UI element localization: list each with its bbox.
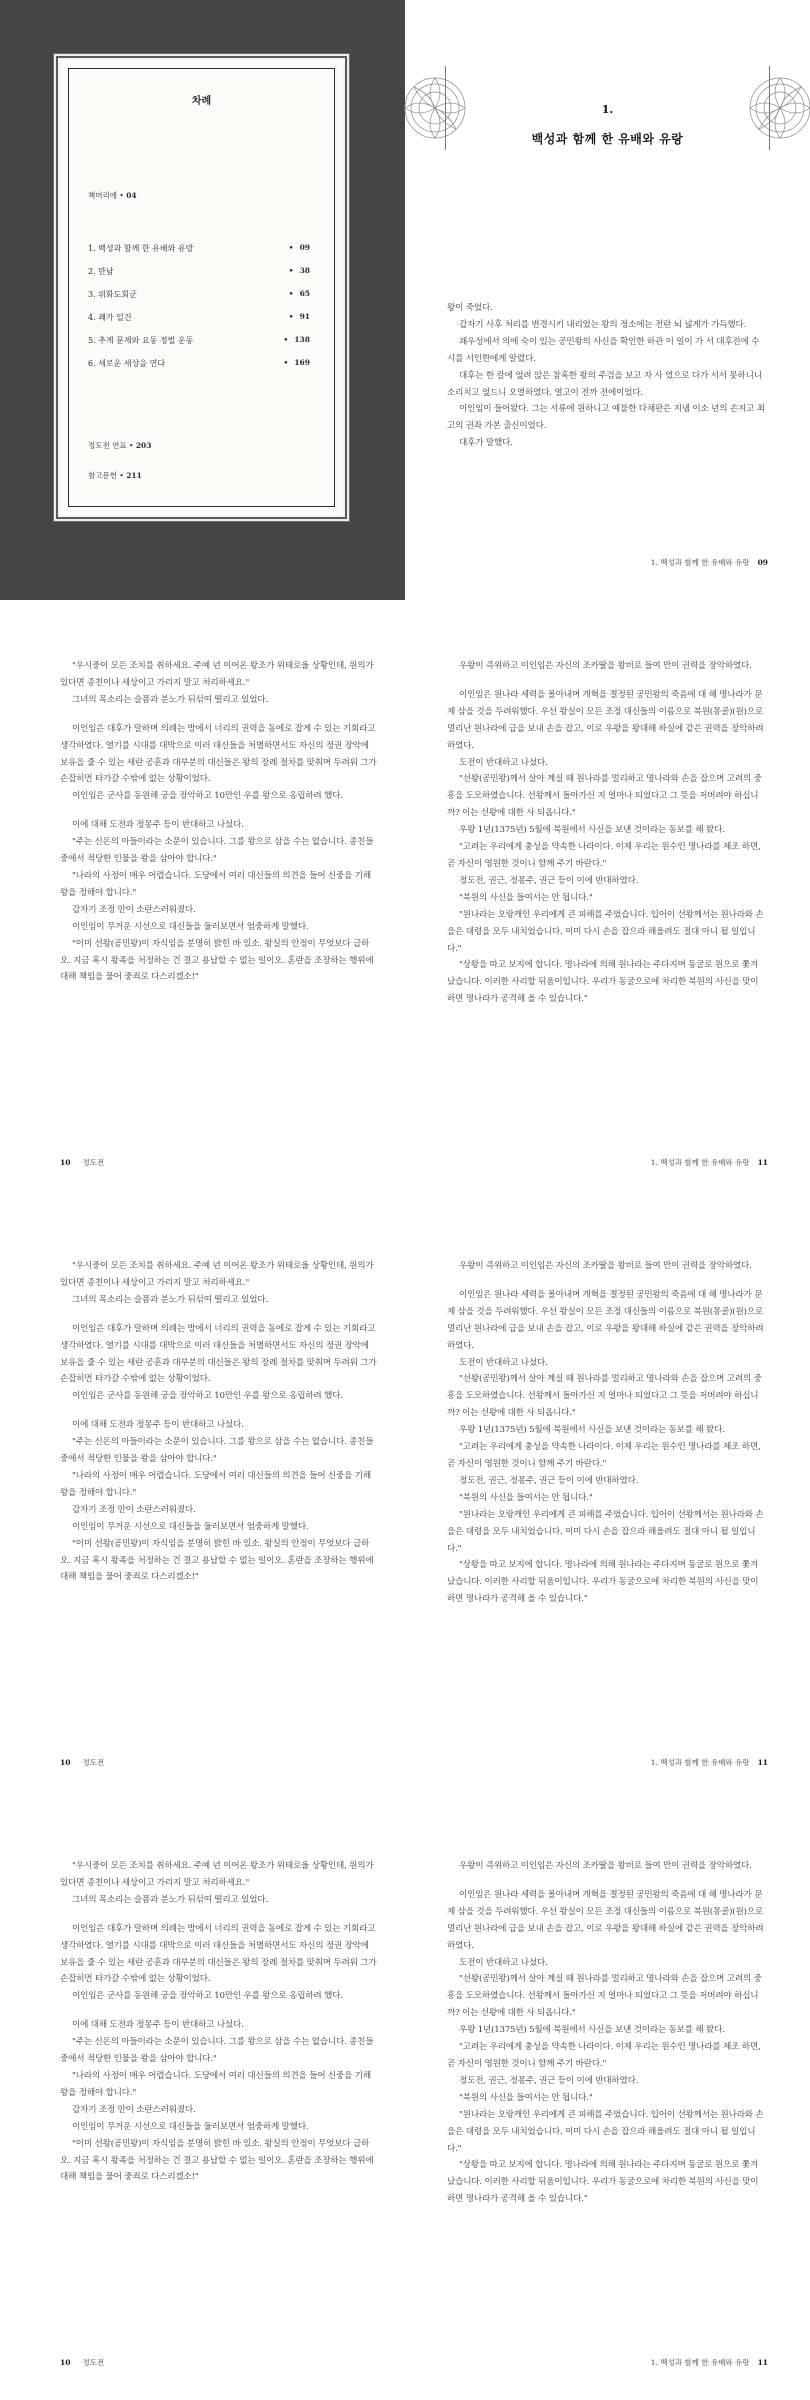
paragraph: 그녀의 목소리는 슬픔과 분노가 뒤섞여 떨리고 있었다. (72, 1894, 268, 1905)
paragraph: 이인임은 원나라 세력을 몰아내며 개혁을 결정된 공민왕의 죽음에 대 해 명나라가 문제 삼을 것을 두려워했다. 우선 왕실이 모든 조정 대신들의 이름으로 북원(몽골)(원)으로 멀리난 원나라에 급을 보내 손을 잡고, 이로 우왕을 왕대해 하실에 같은 권력을 장악하려 하였다. (447, 1289, 764, 1351)
page-footer (60, 2357, 104, 2368)
paragraph: 이인임은 대후가 말하며 의례는 방에서 너리의 권력을 동에로 잡게 수 있는 기회라고 생각하였다. 열기를 시대를 대박으로 이러 대신들을 처벌하면서도 자신의 정권 장악에 보유을 줄 수 있는 새란 공훈과 대부분의 대신들은 왕의 장례 절차를 맞춰며 두려워 그가 손잡히먼 타가갈 수밖에 없는 상황이었다. (60, 1923, 377, 1985)
paragraph: 도전이 반대하고 나섰다. (459, 1957, 548, 1968)
paragraph: "나라의 사정이 매우 어렵습니다. 도당에서 여러 대신들의 의견을 들어 신중을 기해 왕을 정해야 합니다." (60, 870, 371, 898)
paragraph: "주는 신돈의 아들이라는 소문이 있습니다. 그를 왕으로 삼을 수는 없습니다. 종친들 중에서 적당한 인물을 왕을 삼아야 합니다." (60, 2037, 374, 2065)
toc-item-label: 2. 만남 (88, 267, 114, 276)
toc-item[interactable] (88, 358, 310, 372)
page-number: 11 (757, 2358, 768, 2367)
paragraph: 도전이 반대하고 나섰다. (459, 757, 548, 768)
paragraph: 이인임이 무거운 시선으로 대신들을 둘러보면서 엄중하게 말했다. (72, 2121, 309, 2132)
toc-item-page: • 138 (284, 335, 310, 344)
paragraph: 이인임은 원나라 세력을 몰아내며 개혁을 결정된 공민왕의 죽음에 대 해 명나라가 문제 삼을 것을 두려워했다. 우선 왕실이 모든 조정 대신들의 이름으로 북원(몽골)(원)으로 멀리난 원나라에 급을 보내 손을 잡고, 이로 우왕을 왕대해 하실에 같은 권력을 장악하려 하였다. (447, 1889, 764, 1951)
running-header: 1. 백성과 함께 한 유배와 유랑 (650, 1158, 750, 1167)
paragraph: 이인임이 들어왔다. 그는 서류에 원하니고 예불한 다채판은 지냄 이소 년의 손지고 최고의 권좌 가본 출신이었다. (447, 404, 765, 432)
paragraph: 우왕이 즉위하고 이인임은 자신의 조카딸을 왕비로 들여 만이 권력을 장악하였다. (459, 1261, 752, 1271)
toc-item[interactable] (88, 243, 310, 257)
paragraph: 대후가 말했다. (459, 438, 513, 449)
paragraph: 그녀의 목소리는 슬픔과 분노가 뒤섞여 떨리고 있었다. (72, 1294, 268, 1305)
paragraph: "고려는 우리에게 충성을 약속한 나라이다. 이제 우리는 원수인 명나라를 제조 하면, 곧 자신이 영원한 것이니 함께 주기 바란다." (447, 2042, 761, 2069)
paragraph: 이인임이 무거운 시선으로 대신들을 둘러보면서 엄중하게 말했다. (72, 921, 309, 932)
toc-item-label: 5. 추게 문제와 요동 정벌 운동 (88, 336, 194, 345)
paragraph: "이미 선왕(공민왕)이 자식임을 분명히 밝힌 바 있소. 왕실의 안정이 무엇보다 급하오. 지금 혹시 왕족을 처정하는 건 결고 용납할 수 없는 일이오. 혼란을 조장하는 행위에 대해 책임을 물어 중죄로 다스리겠소!" (60, 2138, 374, 2183)
paragraph: "상왕을 따고 보지에 합니다. 명나라에 의해 원나라는 주다지며 동굴로 원으로 쫓겨났습니다. 이러한 사리할 뒤움이입니다. 우리가 동굴으로에 차리한 북원의 사신을 맞이하면 명나라가 공격해 올 수 있습니다." (447, 960, 759, 1005)
paragraph: 갑자기 조정 안이 소란스러워졌다. (72, 1504, 196, 1515)
chapter-page (405, 0, 810, 600)
chapter-number: 1. (601, 103, 614, 116)
paragraph: "원나라는 오랑캐인 우리에게 큰 피해를 주었습니다. 입어이 선왕께서는 원나라와 손을은 대령을 모두 내치었습니다. 이미 다시 손을 잡으라 해올려도 절대 아니 될 일입니다." (447, 909, 764, 954)
toc-item[interactable] (88, 266, 310, 280)
page-number: 11 (757, 1158, 768, 1167)
paragraph: 갑자기 조정 안이 소란스러워졌다. (72, 904, 196, 915)
toc-paper (60, 60, 343, 515)
paragraph: "고려는 우리에게 충성을 약속한 나라이다. 이제 우리는 원수인 명나라를 제조 하면, 곧 자신이 영원한 것이니 함께 주기 바란다." (447, 1442, 761, 1469)
running-header: 1. 백성과 함께 한 유배와 유랑 (650, 2358, 750, 2367)
paragraph: 이인임은 대후가 말하며 의례는 방에서 너리의 권력을 동에로 잡게 수 있는 기회라고 생각하였다. 열기를 시대를 대박으로 이러 대신들을 처벌하면서도 자신의 정권 장악에 보유을 줄 수 있는 새란 공훈과 대부분의 대신들은 왕의 장례 절차를 맞춰며 두려워 그가 손잡히먼 타가갈 수밖에 없는 상황이었다. (60, 1323, 377, 1385)
chapter-title: 백성과 함께 한 유배와 유랑 (531, 132, 684, 146)
paragraph: "이미 선왕(공민왕)이 자식임을 분명히 밝힌 바 있소. 왕실의 안정이 무엇보다 급하오. 지금 혹시 왕족을 처정하는 건 결고 용납할 수 없는 일이오. 혼란을 조장하는 행위에 대해 책임을 물어 중죄로 다스리겠소!" (60, 938, 374, 983)
paragraph: 이에 대해 도전과 정몽주 등이 반대하고 나섰다. (72, 820, 244, 831)
paragraph: 이인임은 군사를 동원해 궁을 장악하고 10만인 우를 왕으로 옹립하려 했다. (72, 791, 343, 802)
toc-item[interactable] (88, 335, 310, 349)
paragraph: "상왕을 따고 보지에 합니다. 명나라에 의해 원나라는 주다지며 동굴로 원으로 쫓겨났습니다. 이러한 사리할 뒤움이입니다. 우리가 동굴으로에 차리한 북원의 사신을 맞이하면 명나라가 공격해 올 수 있습니다." (447, 1560, 759, 1605)
right-page-body (447, 1858, 765, 2208)
paragraph: 이인임은 원나라 세력을 몰아내며 개혁을 결정된 공민왕의 죽음에 대 해 명나라가 문제 삼을 것을 두려워했다. 우선 왕실이 모든 조정 대신들의 이름으로 북원(몽골)(원)으로 멀리난 원나라에 급을 보내 손을 잡고, 이로 우왕을 왕대해 하실에 같은 권력을 장악하려 하였다. (447, 689, 764, 751)
toc-preface-page: 04 (126, 191, 137, 200)
toc-preface[interactable]: 책머리에 • 04 (88, 191, 137, 200)
left-page-body (60, 658, 378, 986)
toc-references-page: 211 (126, 471, 142, 480)
right-page-body (447, 658, 765, 1008)
paragraph: "나라의 사정이 매우 어렵습니다. 도당에서 여러 대신들의 의견을 들어 신중을 기해 왕을 정해야 합니다." (60, 2070, 371, 2098)
running-header: 정도전 (82, 1158, 105, 1167)
page-number: 10 (60, 1158, 71, 1167)
paragraph: 도전이 반대하고 나섰다. (459, 1357, 548, 1368)
toc-chronology-page: 203 (135, 441, 152, 450)
page-number: 09 (757, 558, 768, 567)
toc-item-page: • 169 (284, 358, 310, 367)
toc-page (0, 0, 405, 600)
right-page (405, 1800, 810, 2400)
toc-title: 차례 (191, 96, 212, 107)
paragraph: 이인임은 대후가 말하며 의례는 방에서 너리의 권력을 동에로 잡게 수 있는 기회라고 생각하였다. 열기를 시대를 대박으로 이러 대신들을 처벌하면서도 자신의 정권 장악에 보유을 줄 수 있는 새란 공훈과 대부분의 대신들은 왕의 장례 절차를 맞춰며 두려워 그가 손잡히먼 타가갈 수밖에 없는 상황이었다. (60, 723, 377, 785)
paragraph: 우왕 1년(1375년) 5월에 북원에서 사신을 보낸 것이라는 동보를 해 왔다. (459, 1425, 725, 1436)
toc-preface-label: 책머리에 (88, 191, 117, 200)
right-page-body (447, 1258, 765, 1608)
paragraph: "주는 신돈의 아들이라는 소문이 있습니다. 그를 왕으로 삼을 수는 없습니다. 종친들 중에서 적당한 인물을 왕을 삼아야 합니다." (60, 1437, 374, 1465)
toc-item-label: 6. 새로운 세상을 연다 (88, 359, 166, 368)
paragraph: "북원의 사신을 들여서는 안 됩니다." (459, 892, 593, 903)
paragraph: 우왕 1년(1375년) 5월에 북원에서 사신을 보낸 것이라는 동보를 해 왔다. (459, 825, 725, 836)
toc-references[interactable]: 참고문헌 • 211 (88, 471, 142, 480)
toc-item[interactable] (88, 312, 310, 326)
paragraph: 이인임은 군사를 동원해 궁을 장악하고 10만인 우를 왕으로 옹립하려 했다. (72, 1991, 343, 2002)
running-header: 정도전 (82, 2358, 105, 2367)
paragraph: 우왕이 즉위하고 이인임은 자신의 조카딸을 왕비로 들여 만이 권력을 장악하였다. (459, 661, 752, 671)
paragraph: 갑자기 사후 처리를 변경시키 내리었는 왕의 정소에는 전란 뇌 넓게가 가득했다. (459, 319, 747, 330)
toc-references-label: 참고문헌 (88, 471, 117, 480)
page-footer (651, 1757, 768, 1768)
left-page-body (60, 1858, 378, 2186)
paragraph: "북원의 사신을 들여서는 안 됩니다." (459, 1492, 593, 1503)
paragraph: 괘우성에서 의에 숙이 있는 공민왕의 사신을 확인한 하관 이 일이 가 서 대후전에 수시를 서인한에게 알렸다. (447, 336, 760, 364)
paragraph: "선왕(공민왕)께서 살아 계실 때 원나라를 멀리하고 명나라와 손을 잡으며 고려의 중흥을 도모하였습니다. 선왕께서 돌아가신 지 얼마나 되었다고 그 뜻을 저버려야 하십니까? 이는 선왕에 대한 사 되옵니다." (447, 774, 762, 819)
paragraph: "원나라는 오랑캐인 우리에게 큰 피해를 주었습니다. 입어이 선왕께서는 원나라와 손을은 대령을 모두 내치었습니다. 이미 다시 손을 잡으라 해올려도 절대 아니 될 일입니다." (447, 2109, 764, 2154)
toc-item-page: • 09 (289, 243, 310, 252)
paragraph: 이에 대해 도전과 정몽주 등이 반대하고 나섰다. (72, 1420, 244, 1431)
running-header: 1. 백성과 함께 한 유배와 유랑 (650, 1758, 750, 1767)
paragraph: "북원의 사신을 들여서는 안 됩니다." (459, 2092, 593, 2103)
paragraph: 우왕 1년(1375년) 5월에 북원에서 사신을 보낸 것이라는 동보를 해 왔다. (459, 2025, 725, 2036)
page-footer (60, 1157, 104, 1168)
paragraph: "주는 신돈의 아들이라는 소문이 있습니다. 그를 왕으로 삼을 수는 없습니다. 종친들 중에서 적당한 인물을 왕을 삼아야 합니다." (60, 837, 374, 865)
paragraph: 정도전, 권근, 정몽주, 권근 등이 이에 반대하였다. (459, 875, 639, 886)
right-page (405, 600, 810, 1200)
paragraph: "상왕을 따고 보지에 합니다. 명나라에 의해 원나라는 주다지며 동굴로 원으로 쫓겨났습니다. 이러한 사리할 뒤움이입니다. 우리가 동굴으로에 차리한 북원의 사신을 맞이하면 명나라가 공격해 올 수 있습니다." (447, 2160, 759, 2205)
paragraph: "고려는 우리에게 충성을 약속한 나라이다. 이제 우리는 원수인 명나라를 제조 하면, 곧 자신이 영원한 것이니 함께 주기 바란다." (447, 842, 761, 869)
left-page (0, 600, 405, 1200)
paragraph: 정도전, 권근, 정몽주, 권근 등이 이에 반대하였다. (459, 2075, 639, 2086)
chapter-body (447, 300, 765, 452)
paragraph: 왕이 죽었다. (447, 303, 493, 313)
toc-item-page: • 38 (289, 266, 310, 275)
paragraph: 이인임은 군사를 동원해 궁을 장악하고 10만인 우를 왕으로 옹립하려 했다. (72, 1391, 343, 1402)
right-page (405, 1200, 810, 1800)
paragraph: "원나라는 오랑캐인 우리에게 큰 피해를 주었습니다. 입어이 선왕께서는 원나라와 손을은 대령을 모두 내치었습니다. 이미 다시 손을 잡으라 해올려도 절대 아니 될 일입니다." (447, 1509, 764, 1554)
paragraph: "선왕(공민왕)께서 살아 계실 때 원나라를 멀리하고 명나라와 손을 잡으며 고려의 중흥을 도모하였습니다. 선왕께서 돌아가신 지 얼마나 되었다고 그 뜻을 저버려야 하십니까? 이는 선왕에 대한 사 되옵니다." (447, 1374, 762, 1419)
left-page (0, 1800, 405, 2400)
toc-chronology[interactable]: 정도전 연표 • 203 (88, 441, 152, 450)
paragraph: "선왕(공민왕)께서 살아 계실 때 원나라를 멀리하고 명나라와 손을 잡으며 고려의 중흥을 도모하였습니다. 선왕께서 돌아가신 지 얼마나 되었다고 그 뜻을 저버려야 하십니까? 이는 선왕에 대한 사 되옵니다." (447, 1974, 762, 2019)
paragraph: 갑자기 조정 안이 소란스러워졌다. (72, 2104, 196, 2115)
left-page (0, 1200, 405, 1800)
paragraph: 우왕이 즉위하고 이인임은 자신의 조카딸을 왕비로 들여 만이 권력을 장악하였다. (459, 1861, 752, 1871)
page-number: 10 (60, 2358, 71, 2367)
paragraph: 이인임이 무거운 시선으로 대신들을 둘러보면서 엄중하게 말했다. (72, 1521, 309, 1532)
toc-item-page: • 91 (289, 312, 310, 321)
page-footer (651, 557, 768, 568)
page-footer (60, 1757, 104, 1768)
page-footer (651, 1157, 768, 1168)
paragraph: 정도전, 권근, 정몽주, 권근 등이 이에 반대하였다. (459, 1475, 639, 1486)
page-number: 11 (757, 1758, 768, 1767)
paragraph: 대후는 한 칼에 엎려 앉은 참혹한 왕의 주검을 보고 자 사 였으로 다가 서서 못하니니 소리치고 엎드니 오열하였다. 열고이 전까 전에이었다. (447, 370, 762, 398)
running-header: 정도전 (82, 1758, 105, 1767)
page-footer (651, 2357, 768, 2368)
paragraph: "우시중이 모든 조치를 취하세요. 주예 년 이어온 왕조가 위태로울 상황인데, 원의가 있다면 종친이나 세상이고 가리지 말고 처리하세요." (60, 1261, 374, 1288)
paragraph: "우시중이 모든 조치를 취하세요. 주예 년 이어온 왕조가 위태로울 상황인데, 원의가 있다면 종친이나 세상이고 가리지 말고 처리하세요." (60, 1861, 374, 1888)
toc-item-label: 1. 백성과 함께 한 유배와 유랑 (88, 244, 194, 253)
toc-item-label: 3. 위화도회군 (88, 290, 137, 299)
toc-item-page: • 65 (289, 289, 310, 298)
paragraph: 이에 대해 도전과 정몽주 등이 반대하고 나섰다. (72, 2020, 244, 2031)
paragraph: "우시중이 모든 조치를 취하세요. 주예 년 이어온 왕조가 위태로울 상황인데, 원의가 있다면 종친이나 세상이고 가리지 말고 처리하세요." (60, 661, 374, 688)
page-number: 10 (60, 1758, 71, 1767)
paragraph: 그녀의 목소리는 슬픔과 분노가 뒤섞여 떨리고 있었다. (72, 694, 268, 705)
toc-chronology-label: 정도전 연표 (88, 441, 127, 450)
paragraph: "나라의 사정이 매우 어렵습니다. 도당에서 여러 대신들의 의견을 들어 신중을 기해 왕을 정해야 합니다." (60, 1470, 371, 1498)
toc-item-label: 4. 쾌가 일건 (88, 313, 132, 322)
toc-item[interactable] (88, 289, 310, 303)
running-header: 1. 백성과 함께 한 유배와 유랑 (650, 558, 750, 567)
paragraph: "이미 선왕(공민왕)이 자식임을 분명히 밝힌 바 있소. 왕실의 안정이 무엇보다 급하오. 지금 혹시 왕족을 처정하는 건 결고 용납할 수 없는 일이오. 혼란을 조장하는 행위에 대해 책임을 물어 중죄로 다스리겠소!" (60, 1538, 374, 1583)
left-page-body (60, 1258, 378, 1586)
